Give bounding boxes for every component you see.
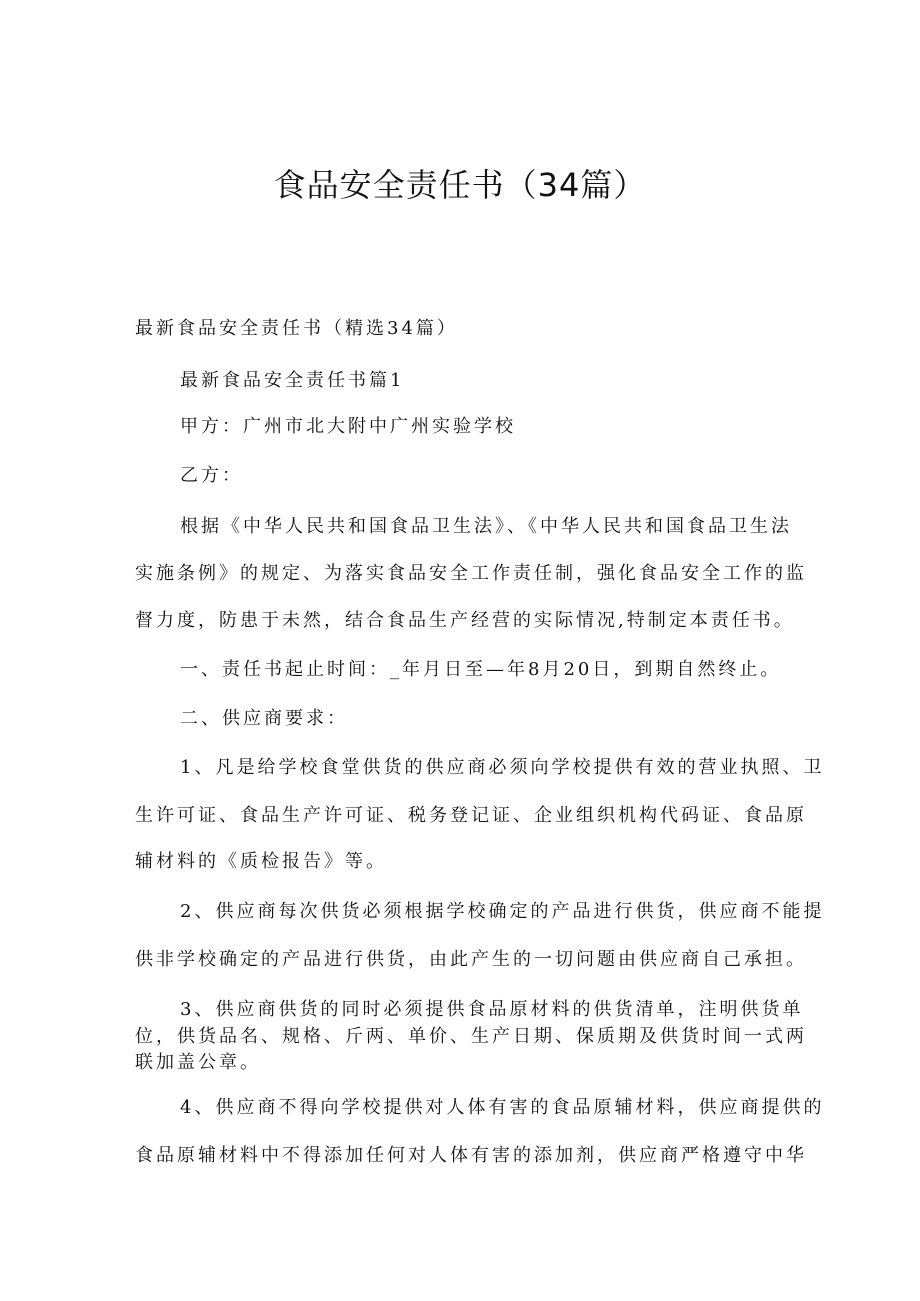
section-heading: 最新食品安全责任书篇1 <box>180 370 405 391</box>
paragraph-line: 二、供应商要求： <box>180 708 348 729</box>
document-subtitle: 最新食品安全责任书（精选34篇） <box>135 318 458 339</box>
paragraph-line: 食品原辅材料中不得添加任何对人体有害的添加剂，供应商严格遵守中华 <box>135 1145 807 1166</box>
paragraph-line: 1、凡是给学校食堂供货的供应商必须向学校提供有效的营业执照、卫 <box>180 757 825 778</box>
paragraph-line: 督力度，防患于未然，结合食品生产经营的实际情况,特制定本责任书。 <box>135 610 795 631</box>
paragraph-line: 3、供应商供货的同时必须提供食品原材料的供货清单，注明供货单 <box>180 999 804 1020</box>
paragraph-line: 辅材料的《质检报告》等。 <box>135 851 387 872</box>
paragraph-line: 4、供应商不得向学校提供对人体有害的食品原辅材料，供应商提供的 <box>180 1097 825 1118</box>
party-b: 乙方： <box>180 465 243 486</box>
party-a: 甲方：广州市北大附中广州实验学校 <box>180 416 516 437</box>
paragraph-line: 实施条例》的规定、为落实食品安全工作责任制，强化食品安全工作的监 <box>135 563 807 584</box>
document-title: 食品安全责任书（34篇） <box>273 166 647 204</box>
paragraph-line: 生许可证、食品生产许可证、税务登记证、企业组织机构代码证、食品原 <box>135 805 807 826</box>
paragraph-line: 供非学校确定的产品进行供货，由此产生的一切问题由供应商自己承担。 <box>135 949 807 970</box>
paragraph-line: 联加盖公章。 <box>135 1052 261 1073</box>
paragraph-line: 位，供货品名、规格、斤两、单价、生产日期、保质期及供货时间一式两 <box>135 1026 807 1047</box>
paragraph-line: 根据《中华人民共和国食品卫生法》、《中华人民共和国食品卫生法 <box>180 516 792 537</box>
paragraph-line: 一、责任书起止时间：_年月日至—年8月20日，到期自然终止。 <box>180 659 782 680</box>
paragraph-line: 2、供应商每次供货必须根据学校确定的产品进行供货，供应商不能提 <box>180 901 825 922</box>
